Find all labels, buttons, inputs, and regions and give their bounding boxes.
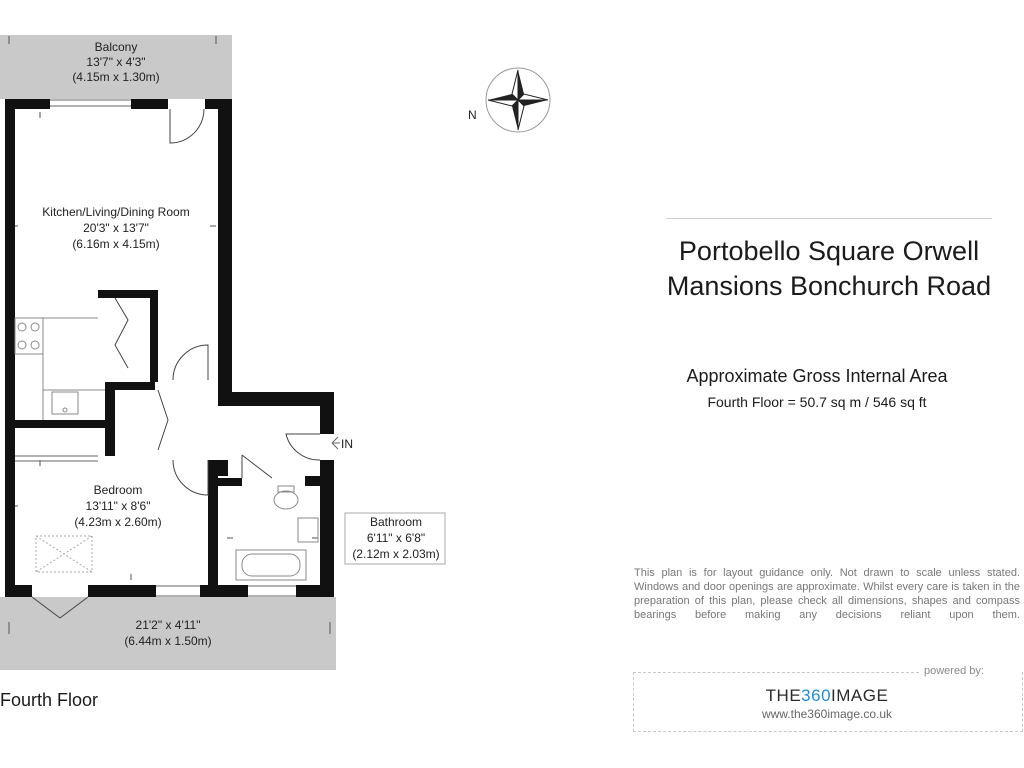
brand-logo bbox=[633, 686, 1021, 706]
powered-by-label: powered by: bbox=[924, 665, 984, 677]
title-divider bbox=[666, 218, 992, 219]
compass-north-label: N bbox=[468, 108, 477, 122]
svg-text:6'11" x 6'8": 6'11" x 6'8" bbox=[366, 531, 426, 545]
area-value: Fourth Floor = 50.7 sq m / 546 sq ft bbox=[707, 394, 927, 410]
skylight bbox=[36, 536, 92, 572]
room-label-bedroom bbox=[74, 483, 161, 529]
doors bbox=[32, 109, 320, 618]
walls bbox=[5, 99, 334, 597]
svg-text:21'2" x 4'11": 21'2" x 4'11" bbox=[135, 618, 201, 632]
property-title-line-2: Mansions Bonchurch Road bbox=[666, 271, 992, 301]
svg-text:Bathroom: Bathroom bbox=[369, 515, 423, 529]
svg-text:(4.23m x 2.60m): (4.23m x 2.60m) bbox=[74, 515, 162, 529]
brand-name-highlight: 360 bbox=[801, 686, 832, 705]
property-title-line-1: Portobello Square Orwell bbox=[678, 236, 980, 266]
compass-icon bbox=[486, 68, 550, 132]
floor-label: Fourth Floor bbox=[0, 690, 99, 710]
brand-url[interactable]: www.the360image.co.uk bbox=[761, 707, 893, 721]
svg-text:(6.44m x 1.50m): (6.44m x 1.50m) bbox=[124, 634, 212, 648]
room-label-kitchen bbox=[42, 205, 189, 251]
entrance-arrow bbox=[332, 437, 340, 449]
brand-name-prefix: THE bbox=[765, 686, 802, 705]
svg-text:Kitchen/Living/Dining Room: Kitchen/Living/Dining Room bbox=[42, 205, 190, 219]
svg-text:13'7" x 4'3": 13'7" x 4'3" bbox=[86, 55, 146, 69]
svg-text:13'11" x 8'6": 13'11" x 8'6" bbox=[85, 499, 151, 513]
area-heading: Approximate Gross Internal Area bbox=[686, 366, 948, 386]
disclaimer-text: This plan is for layout guidance only. Not drawn to scale unless stated. Windows and door openings are approximate. Whilst every care is taken in the preparation of this plan, please check all dimensions, shapes and compass bearings before making any decisions reliant upon them. bbox=[634, 567, 1020, 621]
kitchen-fixtures bbox=[15, 318, 105, 420]
svg-text:(2.12m x 2.03m): (2.12m x 2.03m) bbox=[352, 547, 440, 561]
svg-text:Balcony: Balcony bbox=[94, 40, 138, 54]
svg-text:(4.15m x 1.30m): (4.15m x 1.30m) bbox=[72, 70, 160, 84]
bathroom-fixtures bbox=[236, 486, 318, 580]
svg-text:20'3" x 13'7": 20'3" x 13'7" bbox=[83, 221, 149, 235]
svg-text:Bedroom: Bedroom bbox=[93, 483, 143, 497]
brand-name-suffix: IMAGE bbox=[831, 686, 889, 705]
entrance-label: IN bbox=[341, 437, 353, 451]
svg-text:(6.16m x 4.15m): (6.16m x 4.15m) bbox=[72, 237, 160, 251]
property-title bbox=[636, 234, 1022, 304]
